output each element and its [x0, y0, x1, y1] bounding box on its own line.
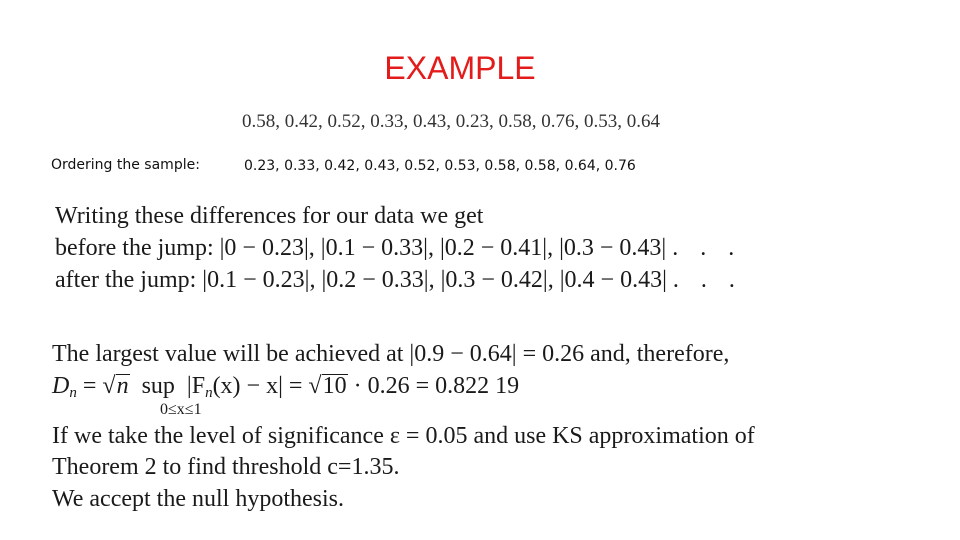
sup-range: 0≤x≤1	[160, 401, 202, 418]
conclusion-line-2: Theorem 2 to find threshold c=1.35.	[52, 454, 400, 480]
ellipsis: . . .	[672, 235, 743, 261]
dn-subscript: n	[69, 385, 77, 401]
abs-expr-left: |F	[186, 373, 206, 399]
before-jump-line: before the jump: |0 − 0.23|, |0.1 − 0.33|, |0.2 − 0.41|, |0.3 − 0.43| . . .	[55, 235, 743, 261]
before-term: |0.3 − 0.43|	[559, 235, 667, 261]
dn-value: · 0.26 = 0.822 19	[353, 373, 520, 399]
before-jump-label: before the jump:	[55, 235, 214, 261]
largest-value-line	[52, 341, 729, 368]
dn-symbol: D	[52, 373, 70, 399]
conclusion-line-1: If we take the level of significance ε = 0.05 and use KS approximation of	[52, 423, 755, 449]
largest-value-text: The largest value will be achieved at	[52, 341, 404, 367]
ordering-label: Ordering the sample:	[51, 157, 200, 173]
after-jump-label: after the jump:	[55, 267, 197, 293]
fn-subscript: n	[205, 385, 213, 401]
before-term: |0.1 − 0.33|	[320, 235, 428, 261]
abs-expr-right: (x) − x| =	[212, 373, 303, 399]
ordered-sample: 0.23, 0.33, 0.42, 0.43, 0.52, 0.53, 0.58, 0.58, 0.64, 0.76	[244, 158, 636, 174]
sqrt-ten: 10	[322, 373, 347, 399]
raw-sample: 0.58, 0.42, 0.52, 0.33, 0.43, 0.23, 0.58, 0.76, 0.53, 0.64	[242, 111, 660, 132]
slide-title: EXAMPLE	[384, 50, 536, 86]
before-term: |0 − 0.23|	[219, 235, 309, 261]
sqrt-n: n	[116, 373, 129, 399]
sup-operator: sup	[141, 373, 175, 399]
conclusion-line-3: We accept the null hypothesis.	[52, 486, 344, 512]
sqrt-icon: √	[102, 373, 116, 399]
ellipsis: . . .	[672, 267, 743, 293]
after-term: |0.4 − 0.43|	[559, 267, 667, 293]
differences-intro: Writing these differences for our data we get	[55, 203, 484, 229]
largest-value-end: and, therefore,	[590, 341, 730, 367]
equals-sign: =	[82, 373, 97, 399]
sqrt-icon: √	[308, 373, 322, 399]
largest-value-expr: |0.9 − 0.64| = 0.26	[409, 341, 585, 367]
after-term: |0.3 − 0.42|	[440, 267, 548, 293]
after-jump-line: after the jump: |0.1 − 0.23|, |0.2 − 0.33|, |0.3 − 0.42|, |0.4 − 0.43| . . .	[55, 267, 743, 293]
after-term: |0.2 − 0.33|	[321, 267, 429, 293]
after-term: |0.1 − 0.23|	[202, 267, 310, 293]
dn-formula	[52, 373, 519, 402]
before-term: |0.2 − 0.41|	[439, 235, 548, 261]
